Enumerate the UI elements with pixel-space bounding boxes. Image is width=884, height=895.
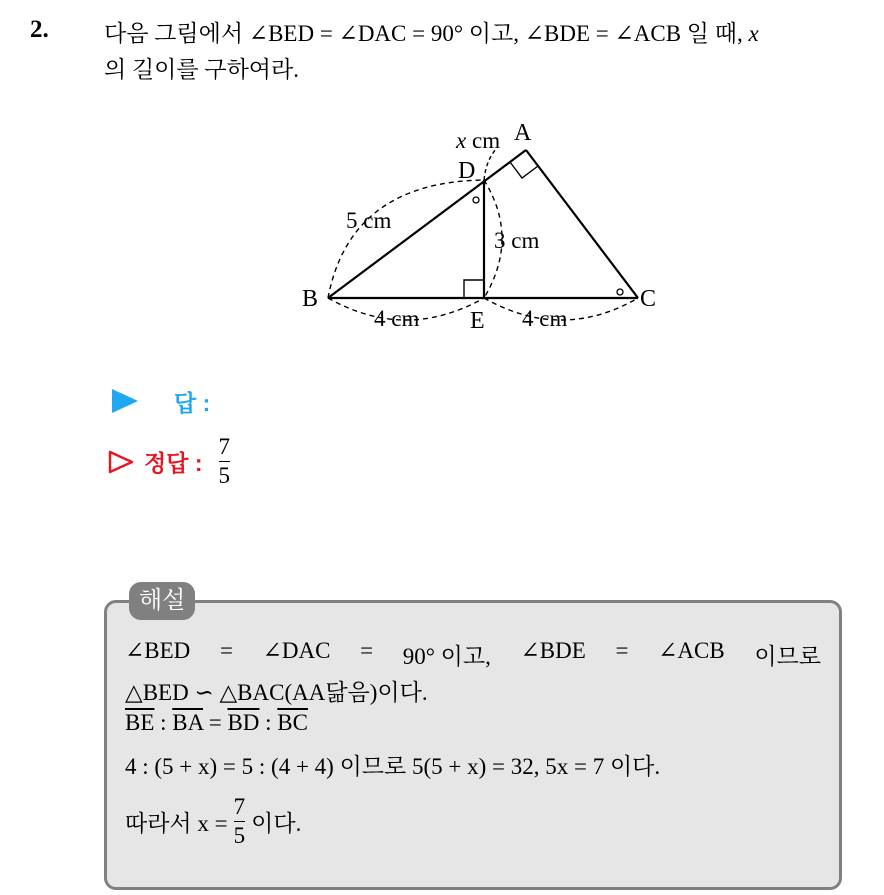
exp-l1-token: =	[360, 638, 374, 663]
explanation-line-2: △BED ∽ △BAC(AA닮음)이다.	[125, 680, 428, 705]
explanation-line-1	[125, 638, 821, 671]
segment-ba-overline: $\overline{BA}$	[172, 710, 203, 735]
equals-sign: =	[202, 710, 228, 735]
exp-l1-token: ∠BED	[125, 638, 191, 663]
question-number: 2.	[30, 16, 49, 43]
outline-triangle-icon	[108, 450, 134, 474]
exp-l5-pre: 따라서 x =	[125, 811, 228, 836]
explanation-line-3	[125, 710, 308, 736]
right-angle-mark-e	[464, 280, 484, 298]
segment-bd-overline: $\overline{BD}$	[227, 710, 260, 735]
label-b: B	[302, 286, 319, 312]
exp-numerator: 7	[233, 794, 246, 819]
label-x-unit: cm	[472, 128, 501, 153]
exp-l1-token: =	[615, 638, 629, 663]
segment-ac	[526, 150, 638, 298]
label-d: D	[458, 158, 476, 184]
label-x: x	[456, 128, 467, 153]
answer-input[interactable]	[220, 387, 524, 415]
question-text	[104, 16, 874, 88]
exp-l1-token: =	[219, 638, 233, 663]
label-be-length: 4 cm	[374, 306, 420, 331]
correct-numerator: 7	[218, 434, 230, 459]
answer-label: 답 :	[174, 389, 211, 416]
exp-l1-token: 90° 이고,	[402, 644, 491, 669]
segment-bc-overline: $\overline{BC}$	[277, 710, 308, 735]
segment-be-overline: $\overline{BE}$	[125, 710, 155, 735]
explanation-line-5	[125, 794, 301, 849]
correct-answer-fraction	[219, 434, 231, 489]
ratio-sep: :	[154, 710, 173, 735]
ratio-sep: :	[259, 710, 278, 735]
exp-l1-token: ∠DAC	[262, 638, 331, 663]
question-line-1	[104, 16, 874, 52]
correct-answer-label: 정답 :	[144, 450, 203, 476]
explanation-tab: 해설	[129, 582, 195, 620]
correct-denominator: 5	[218, 463, 230, 488]
angle-mark-c	[617, 289, 623, 295]
exp-l1-token: ∠BDE	[520, 638, 586, 663]
right-angle-mark-a	[510, 162, 538, 178]
explanation-line-4: 4 : (5 + x) = 5 : (4 + 4) 이므로 5(5 + x) = 32, 5x = 7 이다.	[125, 754, 661, 779]
fraction-bar	[219, 461, 231, 462]
explanation-fraction	[234, 794, 246, 849]
question-line-1-text: 다음 그림에서 ∠BED = ∠DAC = 90° 이고, ∠BDE = ∠ACB 일 때,	[104, 21, 749, 46]
label-e: E	[470, 308, 485, 334]
correct-answer-row	[108, 434, 230, 489]
answer-row	[108, 384, 524, 418]
fraction-bar	[234, 821, 246, 822]
label-ec-length: 4 cm	[522, 306, 568, 331]
exp-l1-token: 이므로	[754, 644, 821, 669]
angle-mark-d	[473, 197, 479, 203]
exp-l5-post: 이다.	[251, 811, 302, 836]
triangle-figure	[290, 110, 680, 340]
play-triangle-icon	[112, 389, 138, 413]
label-c: C	[640, 286, 657, 312]
exp-l1-token: ∠ACB	[658, 638, 725, 663]
question-line-2: 의 길이를 구하여라.	[104, 57, 299, 82]
label-de-length: 3 cm	[494, 228, 540, 253]
question-variable-x: x	[748, 21, 759, 46]
label-bd-length: 5 cm	[346, 208, 392, 233]
exp-denominator: 5	[233, 823, 246, 848]
label-a: A	[514, 120, 532, 146]
